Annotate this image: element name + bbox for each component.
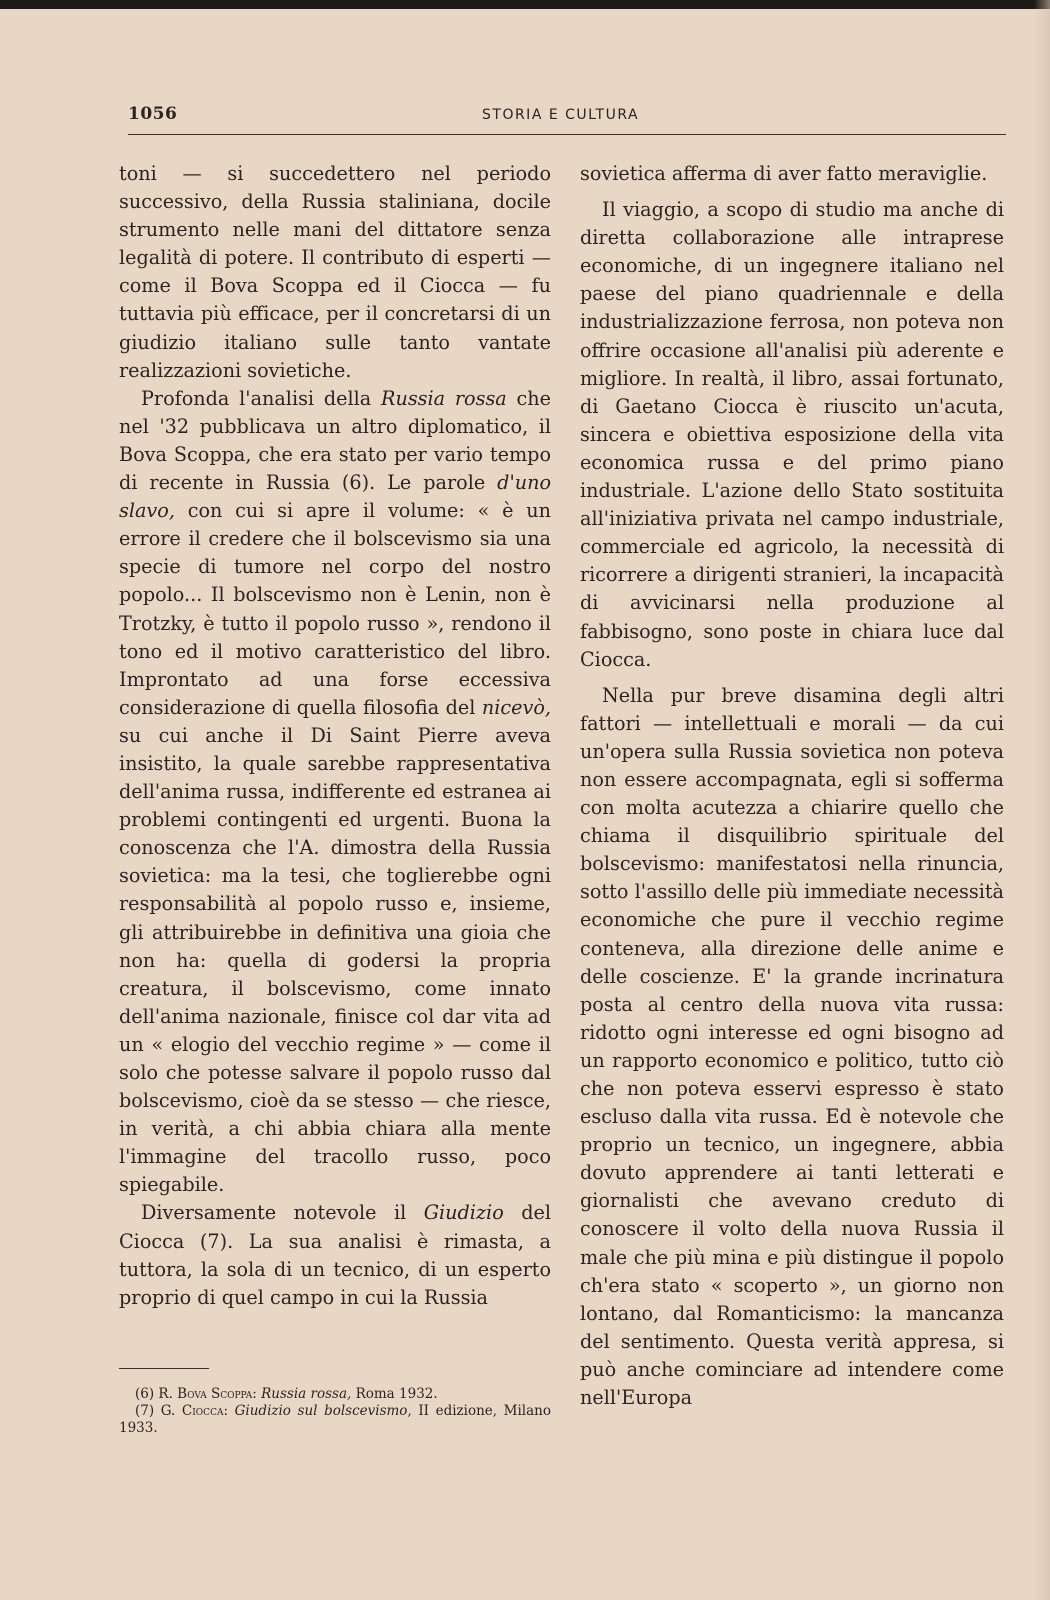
footnote-6 bbox=[119, 1386, 551, 1403]
italic-word: nicevò, bbox=[481, 695, 551, 719]
text-span: : bbox=[223, 1403, 235, 1419]
text-span: con cui si apre il volume: « è un errore il credere che il bolscevismo sia una specie di tumore nel corpo del nostro popolo... Il bolscevismo non è Lenin, non è Trotzky, è tutto il popolo russo », rendono il tono ed il motivo caratteristico del libro. Improntato ad una forse eccessiva considerazione di quella filosofia del bbox=[119, 499, 551, 719]
text-span: : bbox=[252, 1386, 262, 1402]
footnote-marker: (7) G. bbox=[135, 1403, 182, 1419]
left-paragraph-3 bbox=[119, 1199, 551, 1311]
italic-phrase: d'uno slavo, bbox=[119, 471, 551, 523]
left-paragraph-1: toni — si succedettero nel periodo successivo, della Russia staliniana, docile strumento nelle mani del dittatore senza legalità di potere. Il contributo di esperti — come il Bova Scoppa ed il Ciocca — fu tuttavia più efficace, per il concretarsi di un giudizio italiano sulle tanto vantate realizzazioni sovietiche. bbox=[119, 162, 551, 382]
text-span: del Ciocca (7). La sua analisi è rimasta, a tuttora, la sola di un tecnico, di un esperto proprio di quel campo in cui la Russia bbox=[119, 1201, 551, 1309]
footnote-7 bbox=[119, 1403, 551, 1437]
text-span: Diversamente notevole il bbox=[141, 1201, 424, 1225]
right-column bbox=[580, 160, 1004, 1412]
text-span: su cui anche il Di Saint Pierre aveva insistito, la quale sarebbe rappresentativa dell'anima russa, indifferente ed estranea ai problemi contingenti ed urgenti. Buona la conoscenza che l'A. dimostra della Russia sovietica: ma la tesi, che toglierebbe ogni responsabilità al popolo russo e, insieme, gli attribuirebbe in definitiva una gioia che non ha: quella di godersi la propria creatura, il bolscevismo, come innato dell'anima nazionale, finisce col dar vita ad un « elogio del vecchio regime » — come il solo che potesse salvare il popolo russo dal bolscevismo, cioè da se stesso — che riesce, in verità, a chi abbia chiara alla mente l'immagine del tracollo russo, poco spiegabile. bbox=[119, 723, 551, 1197]
footnote-marker: (6) R. bbox=[135, 1386, 178, 1402]
right-paragraph-3: Nella pur breve disamina degli altri fattori — intellettuali e morali — da cui un'opera sulla Russia sovietica non poteva non essere accompagnata, egli si sofferma con molta acutezza a chiarire quello che chiama il disquilibrio spirituale del bolscevismo: manifestatosi nella rinuncia, sotto l'assillo delle più immediate necessità economiche che pure il vecchio regime conteneva, alla direzione delle anime e delle coscienze. E' la grande incrinatura posta al centro della nuova vita russa: ridotto ogni interesse ed ogni bisogno ad un rapporto economico e politico, tutto ciò che non poteva esservi espresso è stato escluso dalla vita russa. Ed è notevole che proprio un tecnico, un ingegnere, abbia dovuto apprendere ai tanti letterati e giornalisti che avevano creduto di conoscere il volto della nuova Russia il male che più mina e più distingue il popolo ch'era stato « scoperto », un giorno non lontano, dal Romanticismo: la mancanza del sentimento. Questa verità appresa, si può anche cominciare ad intendere come nell'Europa bbox=[580, 683, 1004, 1410]
footnote-author: Ciocca bbox=[181, 1403, 224, 1419]
text-span: Profonda l'analisi della bbox=[141, 386, 382, 410]
book-title-russia-rossa: Russia rossa bbox=[381, 386, 507, 410]
running-head: STORIA E CULTURA bbox=[482, 107, 640, 123]
right-paragraph-1: sovietica afferma di aver fatto meraviglie. bbox=[580, 162, 988, 185]
text-span: che nel '32 pubblicava un altro diplomatico, il Bova Scoppa, che era stato per vario tempo di recente in Russia (6). Le parole bbox=[119, 386, 552, 495]
footnote-title: Giudizio sul bolscevismo, bbox=[234, 1403, 412, 1419]
footnote-author: Bova Scoppa bbox=[177, 1386, 253, 1402]
page-number: 1056 bbox=[128, 104, 178, 124]
page-edge-shadow bbox=[1034, 0, 1050, 1600]
right-paragraph-2: Il viaggio, a scopo di studio ma anche di diretta collaborazione alle intraprese economiche, di un ingegnere italiano nel paese del piano quadriennale e della industrializzazione ferrosa, non poteva non offrire occasione all'analisi più aderente e migliore. In realtà, il libro, assai fortunato, di Gaetano Ciocca è riuscito un'acuta, sincera e obiettiva esposizione della vita economica russa e del primo piano industriale. L'azione dello Stato sostituita all'iniziativa privata nel campo industriale, commerciale ed agricolo, la necessità di ricorrere a dirigenti stranieri, la incapacità di avvicinarsi nella produzione al fabbisogno, sono poste in chiara luce dal Ciocca. bbox=[580, 198, 1004, 671]
text-span: II edizione, Milano 1933. bbox=[119, 1403, 551, 1436]
footnote-rule bbox=[119, 1368, 209, 1369]
text-span: Roma 1932. bbox=[351, 1386, 438, 1402]
footnote-title: Russia rossa, bbox=[261, 1386, 352, 1402]
top-edge-bar bbox=[0, 0, 1050, 9]
left-paragraph-2 bbox=[119, 385, 551, 1200]
left-column bbox=[119, 160, 551, 1312]
header-rule bbox=[128, 134, 1006, 135]
book-title-giudizio: Giudizio bbox=[423, 1201, 504, 1225]
footnotes bbox=[119, 1386, 551, 1437]
